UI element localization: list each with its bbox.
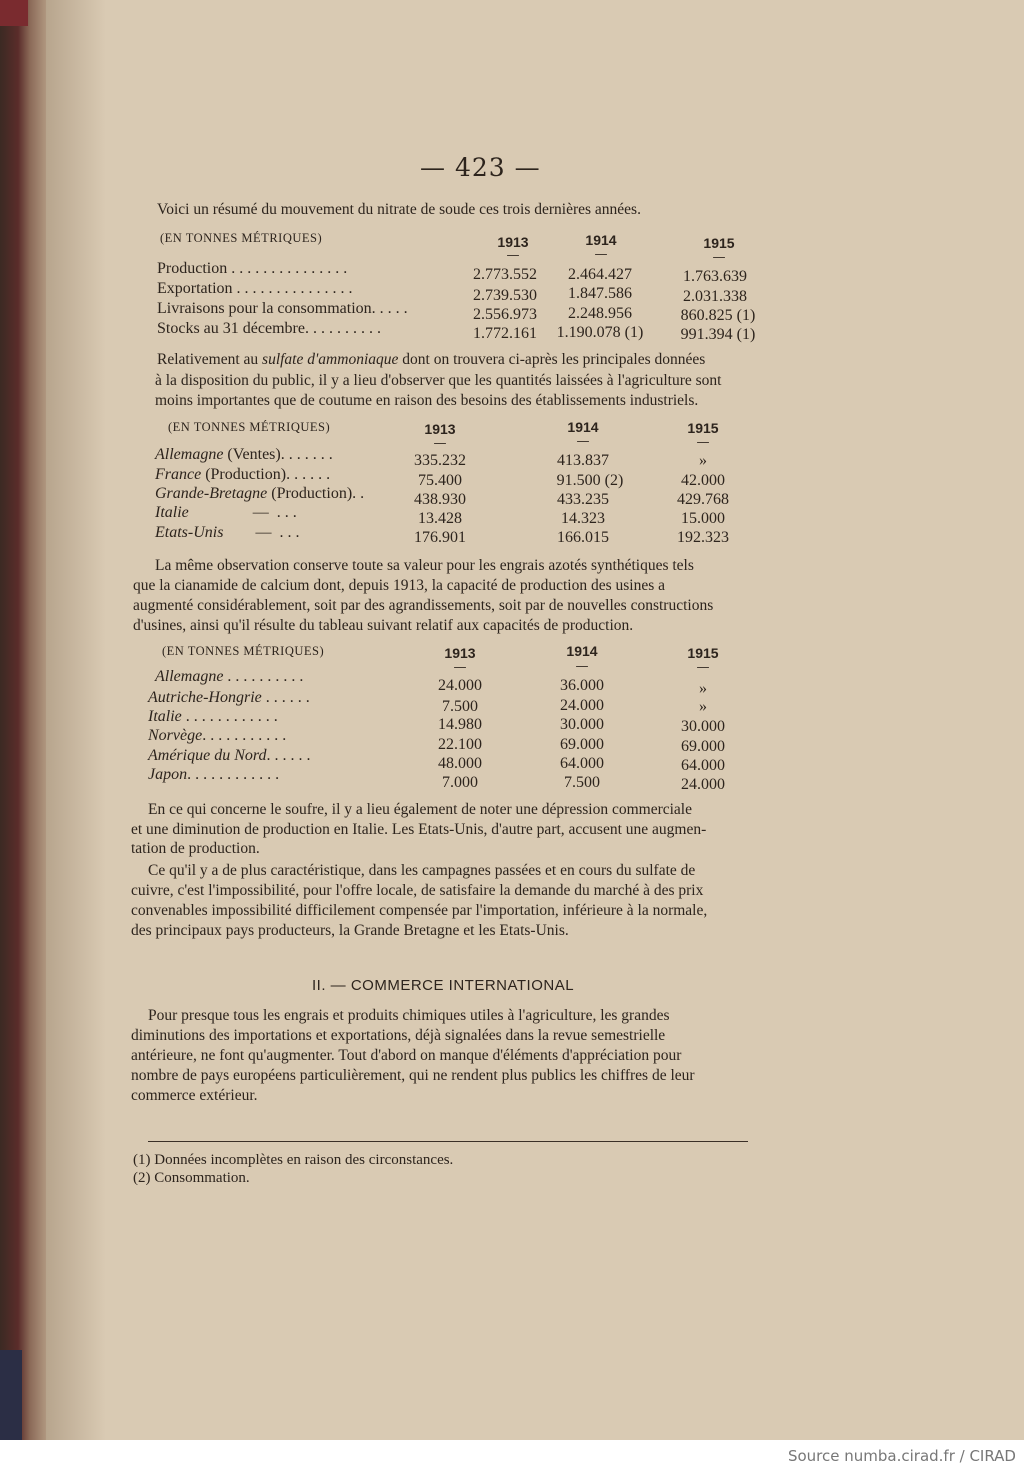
nitrate-row-label: Exportation . . . . . . . . . . . . . . . — [157, 280, 353, 297]
sulfate-row-label — [155, 466, 330, 484]
row-dots: . . . . . . . . . . . . — [187, 766, 280, 783]
sulfate-value: 438.930 — [414, 491, 466, 508]
cianamide-dash: — — [575, 659, 589, 674]
sulfate-value: 192.323 — [677, 529, 729, 546]
section-paragraph-line: Pour presque tous les engrais et produits chimiques utiles à l'agriculture, les grandes — [148, 1007, 670, 1024]
nitrate-intro: Voici un résumé du mouvement du nitrate de soude ces trois dernières années. — [157, 201, 641, 218]
cuivre-paragraph-line: convenables impossibilité difficilement compensée par l'importation, inférieure à la normale, — [131, 902, 708, 919]
book-binding — [0, 0, 48, 1440]
page-number: — 423 — — [420, 153, 541, 182]
footnote-rule — [148, 1141, 748, 1142]
cianamide-year: 1915 — [687, 645, 719, 661]
cianamide-value: 69.000 — [681, 738, 725, 755]
cianamide-year: 1914 — [566, 643, 598, 659]
country-name: Amérique du Nord — [148, 747, 267, 764]
cianamide-dash: — — [453, 660, 467, 675]
cianamide-value: 36.000 — [560, 677, 604, 694]
section-paragraph-line: antérieure, ne font qu'augmenter. Tout d'abord on manque d'éléments d'appréciation pour — [131, 1047, 682, 1064]
binding-tailband — [0, 1350, 22, 1440]
sulfate-value: 429.768 — [677, 491, 729, 508]
sulfate-italic: sulfate d'ammoniaque — [262, 351, 399, 368]
nitrate-value: 1.763.639 — [683, 268, 747, 285]
cianamide-value: 7.500 — [442, 698, 478, 715]
nitrate-year-1914: 1914 — [585, 232, 617, 248]
cianamide-value: 64.000 — [560, 755, 604, 772]
nitrate-row-label: Stocks au 31 décembre. . . . . . . . . . — [157, 320, 381, 337]
cianamide-row-label — [148, 727, 286, 745]
sulfate-paragraph-line: Relativement au sulfate d'ammoniaque dont on trouvera ci-après les principales données — [157, 351, 706, 368]
cianamide-value: 22.100 — [438, 736, 482, 753]
row-detail: (Production). . . . . . — [201, 466, 331, 483]
cianamide-paragraph-line: d'usines, ainsi qu'il résulte du tableau suivant relatif aux capacités de production. — [133, 617, 634, 634]
country-name: Etats-Unis — [155, 524, 224, 541]
binding-headband — [0, 0, 28, 26]
section-heading: II. — COMMERCE INTERNATIONAL — [312, 977, 575, 994]
sulfate-value: 15.000 — [681, 510, 725, 527]
section-paragraph-line: nombre de pays européens particulièrement, qui ne rendent plus publics les chiffres de leur — [131, 1067, 695, 1084]
nitrate-value: 991.394 (1) — [680, 326, 756, 343]
cianamide-row-label — [148, 747, 311, 765]
section-paragraph-line: commerce extérieur. — [131, 1087, 258, 1104]
sulfate-value: 91.500 (2) — [556, 472, 624, 489]
cuivre-paragraph-line: cuivre, c'est l'impossibilité, pour l'offre locale, de satisfaire la demande du marché à des prix — [131, 882, 704, 899]
cianamide-row-label — [148, 689, 310, 707]
cianamide-value: 24.000 — [438, 677, 482, 694]
nitrate-value: 2.773.552 — [473, 266, 537, 283]
country-name: Italie — [155, 504, 189, 521]
gutter-shadow — [46, 0, 106, 1440]
cianamide-caption: (EN TONNES MÉTRIQUES) — [162, 644, 325, 658]
sulfate-paragraph-line: moins importantes que de coutume en raison des besoins des établissements industriels. — [155, 392, 699, 409]
cianamide-value: 64.000 — [681, 757, 725, 774]
sulfate-value: 42.000 — [681, 472, 725, 489]
cianamide-paragraph-line: que la cianamide de calcium dont, depuis 1913, la capacité de production des usines a — [133, 577, 665, 594]
nitrate-value: 2.248.956 — [568, 305, 632, 322]
cianamide-value: 24.000 — [681, 776, 725, 793]
cianamide-row-label — [148, 766, 279, 784]
row-dots: . . . . . . . . . . . — [202, 727, 287, 744]
cuivre-paragraph-line: Ce qu'il y a de plus caractéristique, dans les campagnes passées et en cours du sulfate de — [148, 862, 696, 879]
country-name: Grande-Bretagne — [155, 485, 268, 502]
country-name: Japon — [148, 766, 188, 783]
soufre-paragraph-line: et une diminution de production en Italie. Les Etats-Unis, d'autre part, accusent une augmen- — [131, 821, 707, 838]
nitrate-row-label: Production . . . . . . . . . . . . . . . — [157, 260, 348, 277]
sulfate-paragraph-line: à la disposition du public, il y a lieu d'observer que les quantités laissées à l'agriculture sont — [155, 372, 722, 389]
sulfate-value: 176.901 — [414, 529, 466, 546]
nitrate-year-1913: 1913 — [497, 234, 529, 250]
sulfate-dash: — — [696, 435, 710, 450]
sulfate-value: 13.428 — [418, 510, 462, 527]
nitrate-value: 1.772.161 — [473, 325, 537, 342]
cianamide-value: 30.000 — [560, 716, 604, 733]
sulfate-row-label — [155, 524, 299, 542]
nitrate-dash: — — [594, 247, 608, 262]
cianamide-row-label — [155, 668, 303, 686]
cianamide-value: 7.000 — [442, 774, 478, 791]
nitrate-dash: — — [712, 250, 726, 265]
soufre-paragraph-line: En ce qui concerne le soufre, il y a lieu également de noter une dépression commerciale — [148, 801, 692, 818]
nitrate-value: 1.847.586 — [568, 285, 632, 302]
row-dots: . . . . . . — [261, 689, 310, 706]
cianamide-value: 69.000 — [560, 736, 604, 753]
nitrate-caption: (EN TONNES MÉTRIQUES) — [160, 231, 323, 245]
country-name: Italie — [148, 708, 182, 725]
country-name: Allemagne — [155, 668, 224, 685]
sulfate-year: 1915 — [687, 420, 719, 436]
nitrate-value: 2.556.973 — [473, 306, 537, 323]
source-credit: Source numba.cirad.fr / CIRAD — [787, 1447, 1016, 1465]
cianamide-value: » — [699, 680, 707, 697]
country-name: Allemagne — [155, 446, 224, 463]
cianamide-paragraph-line: La même observation conserve toute sa valeur pour les engrais azotés synthétiques tels — [155, 557, 694, 574]
sulfate-dash: — — [576, 434, 590, 449]
nitrate-value: 860.825 (1) — [680, 307, 756, 324]
section-paragraph-line: diminutions des importations et exportations, déjà signalées dans la revue semestrielle — [131, 1027, 666, 1044]
nitrate-value: 2.464.427 — [568, 266, 632, 283]
row-dots: . . . . . . — [266, 747, 311, 764]
footnote: (2) Consommation. — [133, 1170, 250, 1186]
country-name: France — [155, 466, 202, 483]
cianamide-row-label — [148, 708, 278, 726]
cianamide-dash: — — [696, 660, 710, 675]
nitrate-value: 2.031.338 — [683, 288, 747, 305]
soufre-paragraph-line: tation de production. — [131, 840, 260, 857]
cianamide-value: 7.500 — [564, 774, 600, 791]
cianamide-value: 48.000 — [438, 755, 482, 772]
cuivre-paragraph-line: des principaux pays producteurs, la Grande Bretagne et les Etats-Unis. — [131, 922, 569, 939]
sulfate-value: 335.232 — [414, 452, 466, 469]
country-name: Autriche-Hongrie — [148, 689, 262, 706]
sulfate-value: 413.837 — [557, 452, 609, 469]
country-name: Norvège — [148, 727, 203, 744]
nitrate-year-1915: 1915 — [703, 235, 735, 251]
nitrate-row-label: Livraisons pour la consommation. . . . . — [157, 300, 408, 317]
cianamide-value: » — [699, 698, 707, 715]
cianamide-year: 1913 — [444, 645, 476, 661]
sulfate-value: 433.235 — [557, 491, 609, 508]
nitrate-value: 1.190.078 (1) — [556, 324, 644, 341]
cianamide-value: 14.980 — [438, 716, 482, 733]
sulfate-value: 75.400 — [418, 472, 462, 489]
nitrate-dash: — — [506, 248, 520, 263]
row-detail: — . . . — [223, 524, 300, 541]
footnote: (1) Données incomplètes en raison des circonstances. — [133, 1152, 454, 1168]
sulfate-value: » — [699, 452, 707, 469]
row-detail: — . . . — [188, 504, 297, 521]
row-detail: (Production). . — [267, 485, 365, 502]
row-detail: (Ventes). . . . . . . — [223, 446, 333, 463]
cianamide-value: 30.000 — [681, 718, 725, 735]
sulfate-dash: — — [433, 436, 447, 451]
sulfate-value: 166.015 — [557, 529, 609, 546]
nitrate-value: 2.739.530 — [473, 287, 537, 304]
sulfate-row-label — [155, 504, 297, 522]
sulfate-year: 1913 — [424, 421, 456, 437]
sulfate-year: 1914 — [567, 419, 599, 435]
cianamide-paragraph-line: augmenté considérablement, soit par des agrandissements, soit par de nouvelles constructions — [133, 597, 714, 614]
sulfate-row-label — [155, 485, 364, 503]
row-dots: . . . . . . . . . . . . — [181, 708, 278, 725]
row-dots: . . . . . . . . . . — [223, 668, 304, 685]
sulfate-caption: (EN TONNES MÉTRIQUES) — [168, 420, 331, 434]
sulfate-value: 14.323 — [561, 510, 605, 527]
sulfate-row-label — [155, 446, 333, 464]
cianamide-value: 24.000 — [560, 697, 604, 714]
